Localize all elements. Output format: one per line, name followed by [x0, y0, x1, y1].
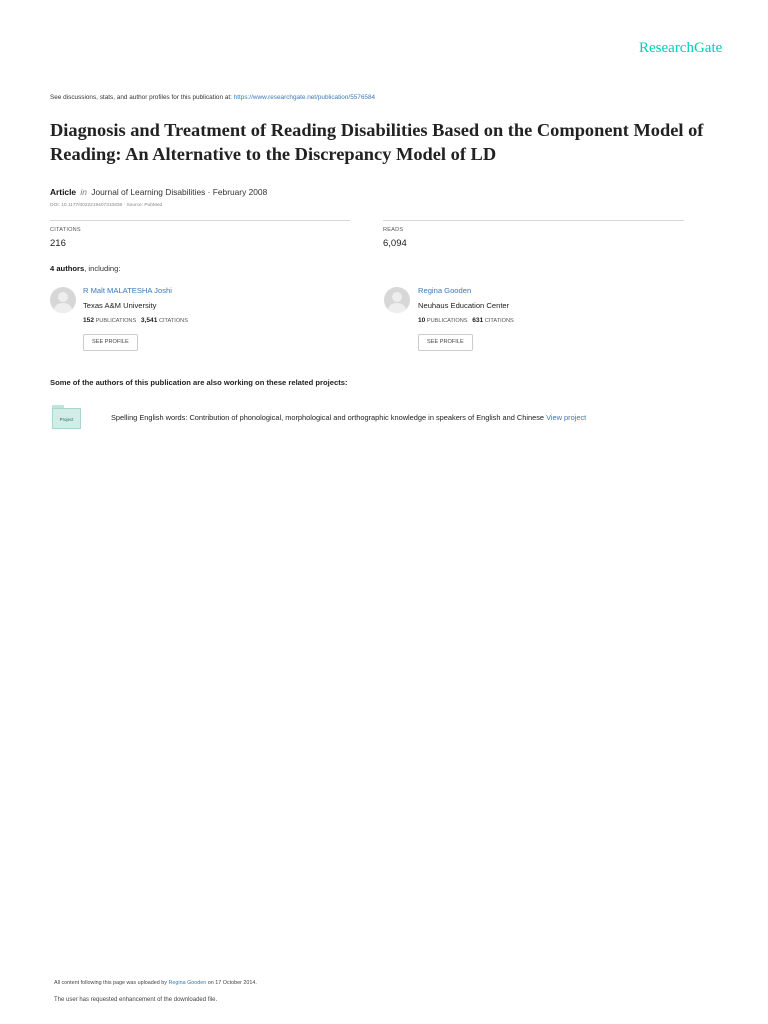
authors-suffix: , including: [84, 264, 121, 273]
author-avatar-icon[interactable] [384, 287, 410, 313]
avatar-body [54, 303, 72, 313]
upload-note [54, 980, 257, 986]
author-citations-count: 631 [472, 317, 484, 324]
article-meta [50, 187, 267, 197]
author-citations-label: CITATIONS [484, 318, 514, 324]
doi-source: DOI: 10.1177/0022219407310838 · Source: PubMed [50, 203, 163, 208]
author-stats [83, 317, 188, 324]
project-title: Spelling English words: Contribution of phonological, morphological and orthographic knowledge in speakers of English and Chinese [111, 413, 545, 422]
journal-and-date[interactable]: Journal of Learning Disabilities · February 2008 [91, 187, 268, 197]
reads-value: 6,094 [383, 238, 407, 249]
author-citations-count: 3,541 [140, 317, 158, 324]
author-publications-count: 10 [418, 317, 426, 324]
citations-label: CITATIONS [50, 227, 81, 233]
author-publications-label: PUBLICATIONS [95, 318, 137, 324]
reads-divider [383, 220, 684, 221]
publication-title: Diagnosis and Treatment of Reading Disabilities Based on the Component Model of Reading: An Alternative to the Discrepancy Model of LD [50, 120, 704, 164]
author-publications-label: PUBLICATIONS [426, 318, 468, 324]
discussion-line [50, 94, 375, 101]
reads-label: READS [383, 227, 404, 233]
related-projects-heading: Some of the authors of this publication are also working on these related projects: [50, 378, 348, 387]
uploader-link[interactable]: Regina Gooden [168, 980, 207, 986]
project-icon-label: Project [59, 417, 74, 422]
publication-url-link[interactable]: https://www.researchgate.net/publication/5576584 [233, 94, 376, 101]
article-type: Article [50, 187, 77, 197]
upload-prefix: All content following this page was uploaded by [54, 980, 167, 986]
researchgate-logo[interactable]: ResearchGate [639, 40, 723, 56]
see-profile-button[interactable]: SEE PROFILE [83, 334, 138, 351]
avatar-body [388, 303, 406, 313]
author-name-link[interactable]: R Malt MALATESHA Joshi [83, 286, 172, 295]
author-institution: Neuhaus Education Center [418, 301, 510, 310]
project-item [111, 413, 586, 422]
upload-suffix: on 17 October 2014. [207, 980, 257, 986]
authors-count-line [50, 264, 121, 273]
project-folder-icon[interactable] [52, 405, 81, 429]
avatar-head [58, 292, 68, 302]
avatar-head [392, 292, 402, 302]
citations-divider [50, 220, 350, 221]
enhancement-note: The user has requested enhancement of the downloaded file. [54, 997, 218, 1003]
view-project-link[interactable]: View project [546, 413, 587, 422]
citations-value: 216 [50, 238, 66, 249]
author-institution: Texas A&M University [83, 301, 157, 310]
author-stats [418, 317, 514, 324]
authors-count: 4 authors [50, 264, 85, 273]
author-avatar-icon[interactable] [50, 287, 76, 313]
author-publications-count: 152 [83, 317, 95, 324]
discussion-prefix: See discussions, stats, and author profiles for this publication at: [50, 94, 232, 101]
author-name-link[interactable]: Regina Gooden [418, 286, 472, 295]
article-in-word: in [80, 187, 87, 197]
see-profile-button[interactable]: SEE PROFILE [418, 334, 473, 351]
author-citations-label: CITATIONS [158, 318, 188, 324]
